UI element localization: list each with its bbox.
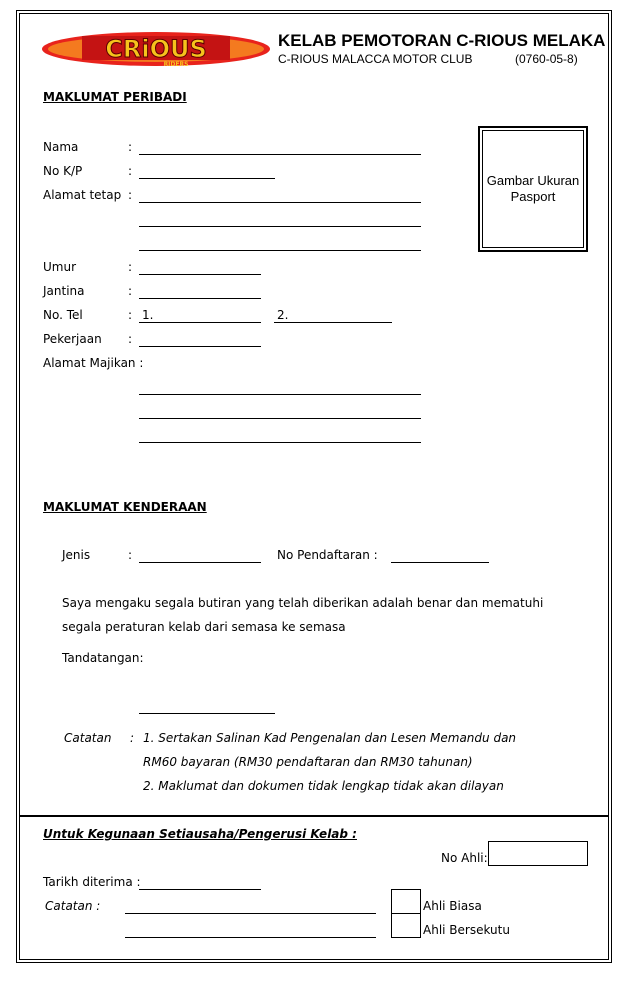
associate-member-label: Ahli Bersekutu bbox=[423, 923, 510, 937]
note-item-1a: 1. Sertakan Salinan Kad Pengenalan dan Lesen Memandu dan bbox=[143, 731, 517, 745]
notes-label: Catatan bbox=[64, 731, 112, 745]
permanent-address-colon: : bbox=[128, 188, 133, 202]
logo-text: CRiOUS bbox=[105, 35, 207, 63]
date-received-label: Tarikh diterima : bbox=[43, 875, 141, 889]
name-colon: : bbox=[128, 140, 133, 154]
age-label: Umur bbox=[43, 260, 77, 274]
name-label: Nama bbox=[43, 140, 79, 154]
permanent-address-label: Alamat tetap bbox=[43, 188, 122, 202]
vehicle-type-label: Jenis bbox=[62, 548, 91, 562]
office-notes-line-1[interactable] bbox=[125, 913, 376, 914]
member-number-field[interactable] bbox=[488, 841, 588, 866]
vehicle-info-heading: MAKLUMAT KENDERAAN bbox=[43, 500, 207, 514]
signature-label: Tandatangan: bbox=[62, 651, 144, 665]
office-use-divider bbox=[19, 815, 609, 817]
associate-member-checkbox[interactable] bbox=[391, 913, 421, 938]
ic-number-colon: : bbox=[128, 164, 133, 178]
registration-plate-field[interactable] bbox=[391, 562, 489, 563]
employer-address-line-3[interactable] bbox=[139, 442, 421, 443]
passport-photo-box bbox=[478, 126, 588, 252]
ordinary-member-label: Ahli Biasa bbox=[423, 899, 482, 913]
member-number-label: No Ahli: bbox=[441, 851, 488, 865]
employer-address-label: Alamat Majikan : bbox=[43, 356, 144, 370]
personal-info-heading: MAKLUMAT PERIBADI bbox=[43, 90, 187, 104]
phone-1-prefix: 1. bbox=[142, 308, 154, 322]
phone-colon: : bbox=[128, 308, 133, 322]
ic-number-label: No K/P bbox=[43, 164, 83, 178]
gender-field[interactable] bbox=[139, 298, 261, 299]
registration-plate-label: No Pendaftaran : bbox=[277, 548, 378, 562]
name-field[interactable] bbox=[139, 154, 421, 155]
note-item-1b: RM60 bayaran (RM30 pendaftaran dan RM30 tahunan) bbox=[143, 755, 473, 769]
permanent-address-line-1[interactable] bbox=[139, 202, 421, 203]
logo-subtext: RIDERS bbox=[163, 61, 189, 68]
office-notes-label: Catatan : bbox=[45, 899, 101, 913]
phone-2-field[interactable] bbox=[274, 322, 392, 323]
ordinary-member-checkbox[interactable] bbox=[391, 889, 421, 914]
gender-label: Jantina bbox=[43, 284, 85, 298]
note-item-2: 2. Maklumat dan dokumen tidak lengkap tidak akan dilayan bbox=[143, 779, 504, 793]
employer-address-line-2[interactable] bbox=[139, 418, 421, 419]
age-colon: : bbox=[128, 260, 133, 274]
occupation-field[interactable] bbox=[139, 346, 261, 347]
permanent-address-line-2[interactable] bbox=[139, 226, 421, 227]
vehicle-type-field[interactable] bbox=[139, 562, 261, 563]
passport-photo-label: Gambar Ukuran Pasport bbox=[482, 130, 584, 248]
vehicle-type-colon: : bbox=[128, 548, 133, 562]
phone-2-prefix: 2. bbox=[277, 308, 289, 322]
club-logo bbox=[40, 30, 272, 70]
club-subtitle: C-RIOUS MALACCA MOTOR CLUB bbox=[278, 52, 473, 66]
age-field[interactable] bbox=[139, 274, 261, 275]
office-use-heading: Untuk Kegunaan Setiausaha/Pengerusi Kelab : bbox=[43, 827, 357, 841]
phone-label: No. Tel bbox=[43, 308, 83, 322]
occupation-colon: : bbox=[128, 332, 133, 346]
gender-colon: : bbox=[128, 284, 133, 298]
permanent-address-line-3[interactable] bbox=[139, 250, 421, 251]
office-notes-line-2[interactable] bbox=[125, 937, 376, 938]
declaration-line-1: Saya mengaku segala butiran yang telah diberikan adalah benar dan mematuhi bbox=[62, 596, 544, 610]
ic-number-field[interactable] bbox=[139, 178, 275, 179]
signature-field[interactable] bbox=[139, 713, 275, 714]
phone-1-field[interactable] bbox=[139, 322, 261, 323]
occupation-label: Pekerjaan bbox=[43, 332, 102, 346]
club-title: KELAB PEMOTORAN C-RIOUS MELAKA bbox=[278, 31, 606, 50]
notes-colon: : bbox=[130, 731, 135, 745]
registration-number: (0760-05-8) bbox=[515, 52, 578, 66]
declaration-line-2: segala peraturan kelab dari semasa ke semasa bbox=[62, 620, 346, 634]
employer-address-line-1[interactable] bbox=[139, 394, 421, 395]
date-received-field[interactable] bbox=[139, 889, 261, 890]
